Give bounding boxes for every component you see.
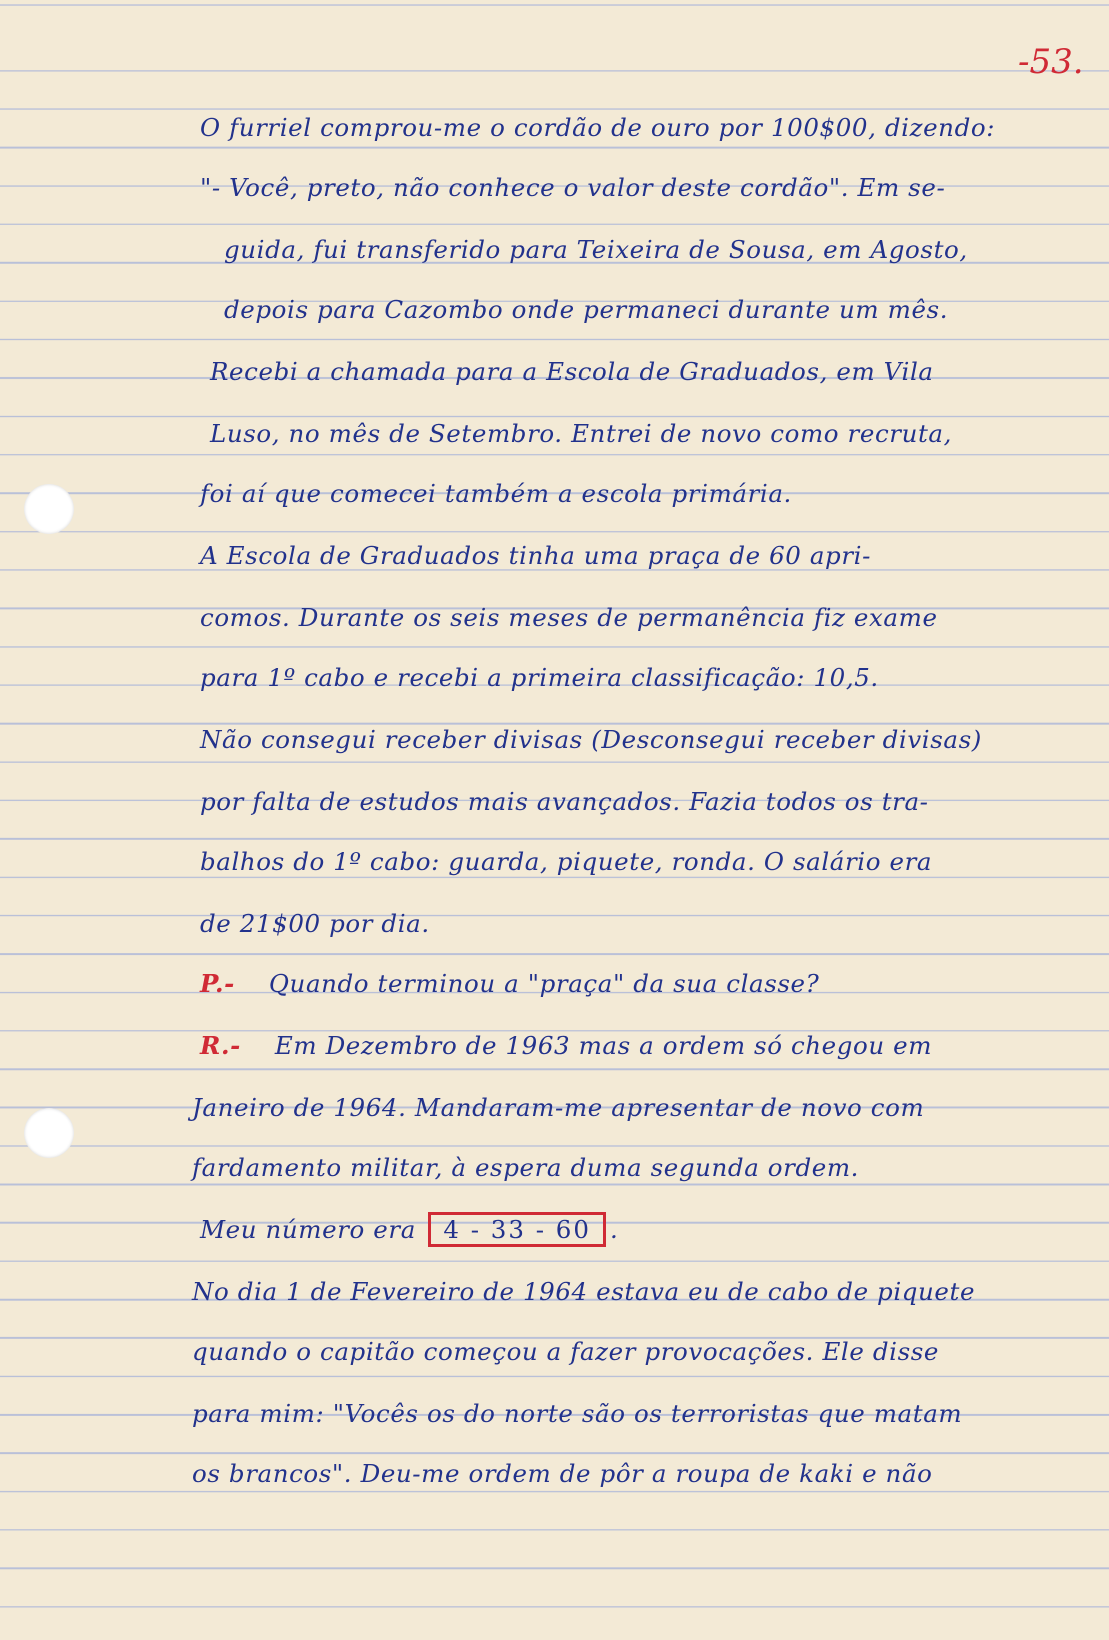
text-line [0,718,1109,762]
line-text: por falta de estudos mais avançados. Fazia todos os tra- [200,787,929,816]
question-label: P.- [200,969,235,998]
text-line [0,166,1109,210]
text-line [0,1452,1109,1496]
line-text: "- Você, preto, não conhece o valor deste cordão". Em se- [200,173,946,202]
text-line [0,350,1109,394]
line-text: balhos do 1º cabo: guarda, piquete, ronda. O salário era [200,847,933,876]
line-text: O furriel comprou-me o cordão de ouro por 100$00, dizendo: [200,113,996,142]
line-text: de 21$00 por dia. [200,909,430,938]
line-text-end: . [609,1215,619,1244]
text-line [0,1024,1109,1068]
text-line [0,1146,1109,1190]
line-text: quando o capitão começou a fazer provocações. Ele disse [192,1337,940,1366]
line-text: para mim: "Vocês os do norte são os terroristas que matam [192,1399,963,1428]
line-text: A Escola de Graduados tinha uma praça de 60 apri- [200,541,871,570]
text-line [0,1330,1109,1374]
line-text: foi aí que comecei também a escola primária. [200,479,792,508]
text-line [0,1208,1109,1252]
line-text: No dia 1 de Fevereiro de 1964 estava eu de cabo de piquete [192,1277,976,1306]
text-line [0,902,1109,946]
line-text: os brancos". Deu-me ordem de pôr a roupa de kaki e não [192,1459,933,1488]
text-line [0,472,1109,516]
text-line [0,596,1109,640]
line-text: depois para Cazombo onde permaneci durante um mês. [224,295,949,324]
text-line [0,288,1109,332]
text-line [0,228,1109,272]
line-text: Em Dezembro de 1963 mas a ordem só chegou em [274,1031,933,1060]
line-text: Recebi a chamada para a Escola de Graduados, em Vila [210,357,934,386]
line-text: Não consegui receber divisas (Desconsegui receber divisas) [200,725,982,754]
line-text: guida, fui transferido para Teixeira de Sousa, em Agosto, [224,235,968,264]
text-line [0,1270,1109,1314]
line-text: fardamento militar, à espera duma segunda ordem. [192,1153,860,1182]
answer-label: R.- [200,1031,241,1060]
text-line [0,1086,1109,1130]
page-number: -53. [1018,42,1084,82]
text-line [0,412,1109,456]
text-line [0,106,1109,150]
line-text: Meu número era [200,1215,416,1244]
text-line [0,534,1109,578]
boxed-number: 4 - 33 - 60 [428,1212,606,1247]
line-text: comos. Durante os seis meses de permanência fiz exame [200,603,938,632]
text-line [0,780,1109,824]
text-line [0,840,1109,884]
text-line [0,1392,1109,1436]
text-line [0,962,1109,1006]
line-text: Luso, no mês de Setembro. Entrei de novo como recruta, [210,419,953,448]
line-text: Quando terminou a "praça" da sua classe? [268,969,820,998]
line-text: Janeiro de 1964. Mandaram-me apresentar de novo com [192,1093,925,1122]
line-text: para 1º cabo e recebi a primeira classificação: 10,5. [200,663,879,692]
text-line [0,656,1109,700]
